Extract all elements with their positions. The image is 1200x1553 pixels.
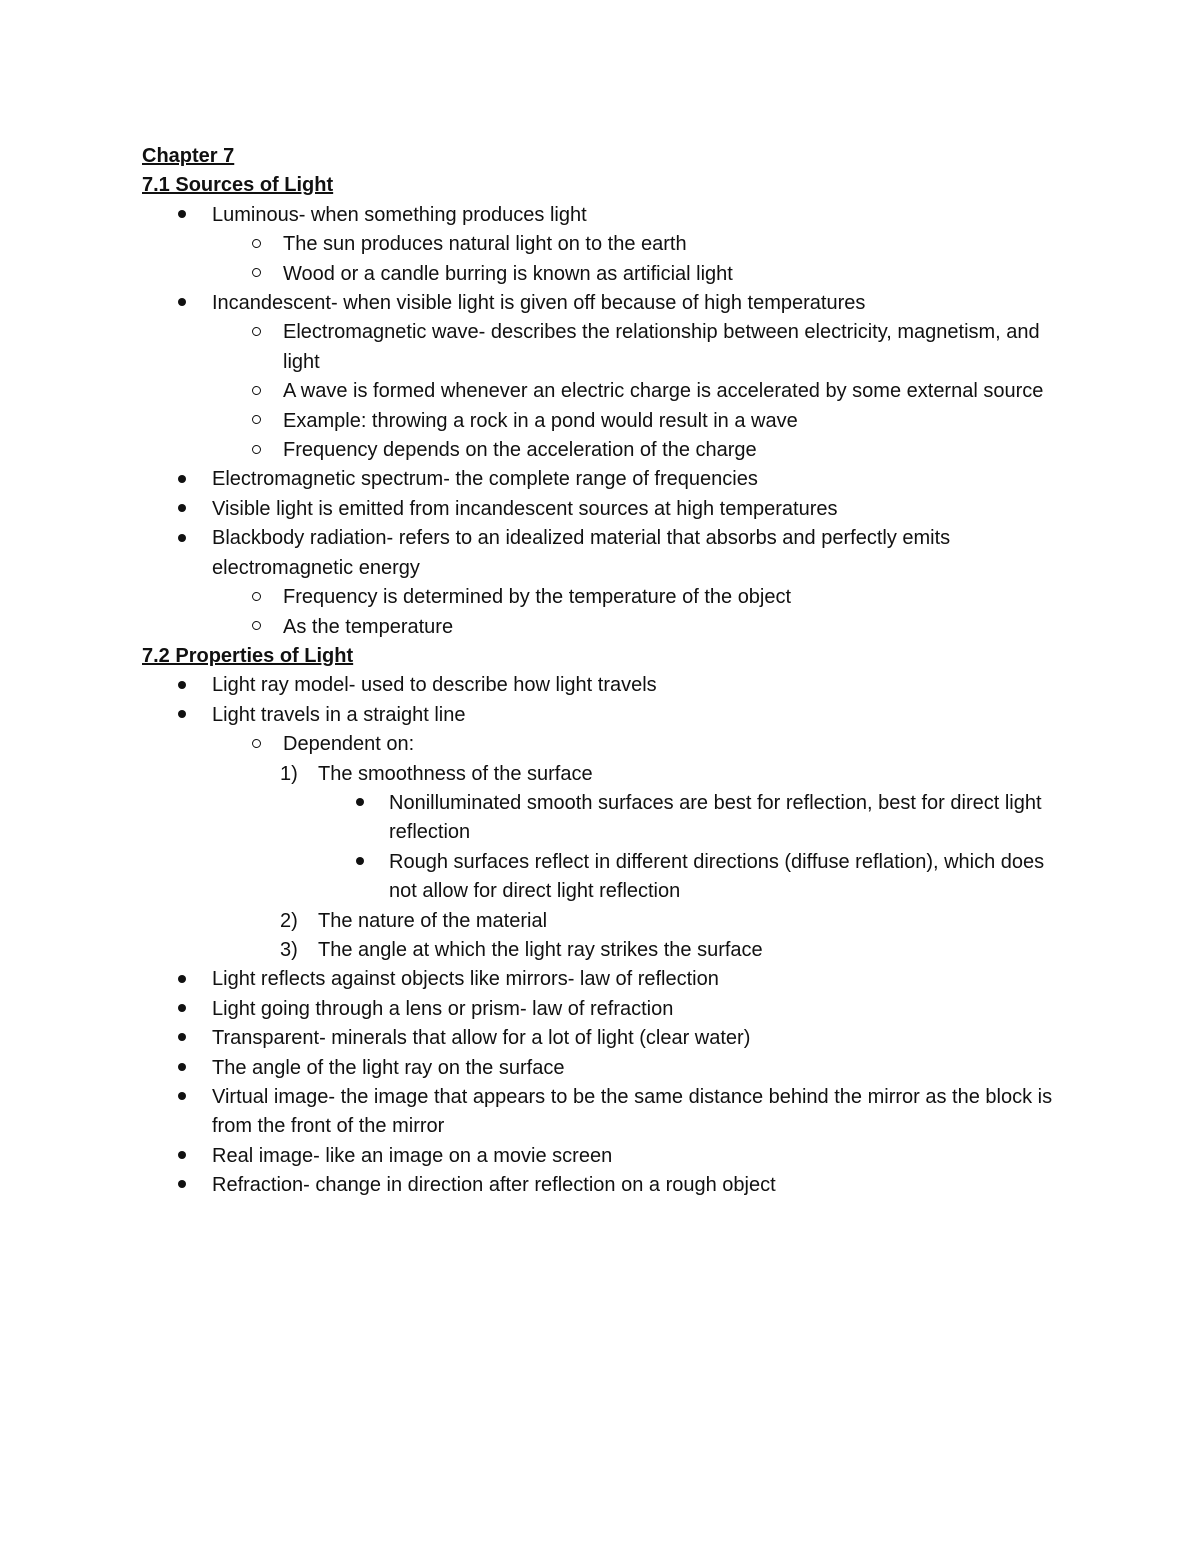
circle-bullet-icon (246, 407, 266, 436)
list-item-text: Real image- like an image on a movie screen (212, 1144, 613, 1167)
list-item (142, 1171, 1072, 1200)
list-item (142, 1054, 1072, 1083)
list-item-text: Dependent on: (283, 733, 415, 756)
circle-bullet-icon (246, 730, 266, 759)
list-item (142, 613, 1072, 642)
list-item (142, 201, 1072, 230)
list-number: 1) (280, 762, 298, 785)
bullet-icon (172, 524, 192, 553)
list-item (142, 1083, 1072, 1142)
list-item-text: Visible light is emitted from incandescent sources at high temperatures (212, 497, 838, 520)
list-item (142, 701, 1072, 730)
list-item-text: Light going through a lens or prism- law of refraction (212, 997, 674, 1020)
bullet-icon (172, 965, 192, 994)
bullet-icon (172, 995, 192, 1024)
list-item (142, 730, 1072, 759)
list-item (142, 1024, 1072, 1053)
bullet-icon (172, 1171, 192, 1200)
list-item-text: Refraction- change in direction after reflection on a rough object (212, 1174, 776, 1197)
list-item-text: Example: throwing a rock in a pond would result in a wave (283, 409, 798, 432)
list-item (142, 1142, 1072, 1171)
bullet-icon (172, 1024, 192, 1053)
list-item-text: The nature of the material (318, 909, 548, 932)
circle-bullet-icon (246, 260, 266, 289)
list-item-text: Electromagnetic wave- describes the relationship between electricity, magnetism, and light (283, 321, 1040, 373)
bullet-icon (172, 1142, 192, 1171)
circle-bullet-icon (246, 583, 266, 612)
bullet-icon (172, 495, 192, 524)
bullet-icon (172, 1083, 192, 1112)
bullet-icon (172, 701, 192, 730)
list-item (142, 407, 1072, 436)
chapter-title: Chapter 7 (142, 145, 235, 167)
list-item-text: Luminous- when something produces light (212, 203, 587, 226)
list-item-text: Frequency depends on the acceleration of the charge (283, 439, 757, 462)
list-item-text: Transparent- minerals that allow for a lot of light (clear water) (212, 1027, 751, 1050)
bullet-icon (172, 671, 192, 700)
list-item-text: The sun produces natural light on to the earth (283, 233, 687, 256)
list-item-text: Rough surfaces reflect in different directions (diffuse reflation), which does not allow for direct light reflection (389, 850, 1045, 903)
list-item-text: Wood or a candle burring is known as artificial light (283, 262, 733, 285)
list-item (142, 995, 1072, 1024)
list-number: 2) (280, 909, 298, 932)
section-heading: 7.1 Sources of Light (142, 174, 334, 197)
document-body (142, 142, 1072, 1201)
list-item-text: Incandescent- when visible light is given off because of high temperatures (212, 292, 866, 315)
bullet-icon (350, 789, 370, 818)
bullet-icon (350, 848, 370, 877)
circle-bullet-icon (246, 230, 266, 259)
list-item (142, 907, 1072, 936)
list-item (142, 377, 1072, 406)
list-item (142, 318, 1072, 377)
list-item-text: Frequency is determined by the temperature of the object (283, 586, 792, 609)
list-item-text: Light travels in a straight line (212, 703, 466, 726)
list-item-text: The angle of the light ray on the surface (212, 1056, 565, 1079)
circle-bullet-icon (246, 436, 266, 465)
list-item (142, 760, 1072, 789)
list-item-text: Blackbody radiation- refers to an idealized material that absorbs and perfectly emits electromagnetic energy (212, 527, 951, 579)
list-item (142, 848, 1072, 907)
list-item (142, 671, 1072, 700)
list-item-text: The angle at which the light ray strikes the surface (318, 938, 763, 961)
circle-bullet-icon (246, 613, 266, 642)
list-item-text: The smoothness of the surface (318, 762, 593, 785)
list-item (142, 524, 1072, 583)
bullet-icon (172, 465, 192, 494)
bullet-icon (172, 1054, 192, 1083)
circle-bullet-icon (246, 318, 266, 347)
bullet-icon (172, 201, 192, 230)
bullet-icon (172, 289, 192, 318)
list-item (142, 583, 1072, 612)
list-item (142, 789, 1072, 848)
list-item (142, 465, 1072, 494)
list-item-text: As the temperature (283, 615, 454, 638)
section-heading: 7.2 Properties of Light (142, 644, 354, 667)
list-item-text: Electromagnetic spectrum- the complete range of frequencies (212, 468, 758, 491)
list-item-text: Virtual image- the image that appears to be the same distance behind the mirror as the block is from the front of the mirror (212, 1086, 1053, 1138)
list-item (142, 260, 1072, 289)
list-item (142, 965, 1072, 994)
list-item (142, 436, 1072, 465)
list-item (142, 230, 1072, 259)
circle-bullet-icon (246, 377, 266, 406)
list-item (142, 289, 1072, 318)
list-item (142, 495, 1072, 524)
list-item (142, 936, 1072, 965)
list-item-text: Light ray model- used to describe how light travels (212, 674, 657, 697)
list-item-text: A wave is formed whenever an electric charge is accelerated by some external source (283, 380, 1044, 403)
list-item-text: Nonilluminated smooth surfaces are best for reflection, best for direct light reflection (389, 791, 1042, 844)
list-number: 3) (280, 938, 298, 961)
list-item-text: Light reflects against objects like mirrors- law of reflection (212, 968, 719, 991)
